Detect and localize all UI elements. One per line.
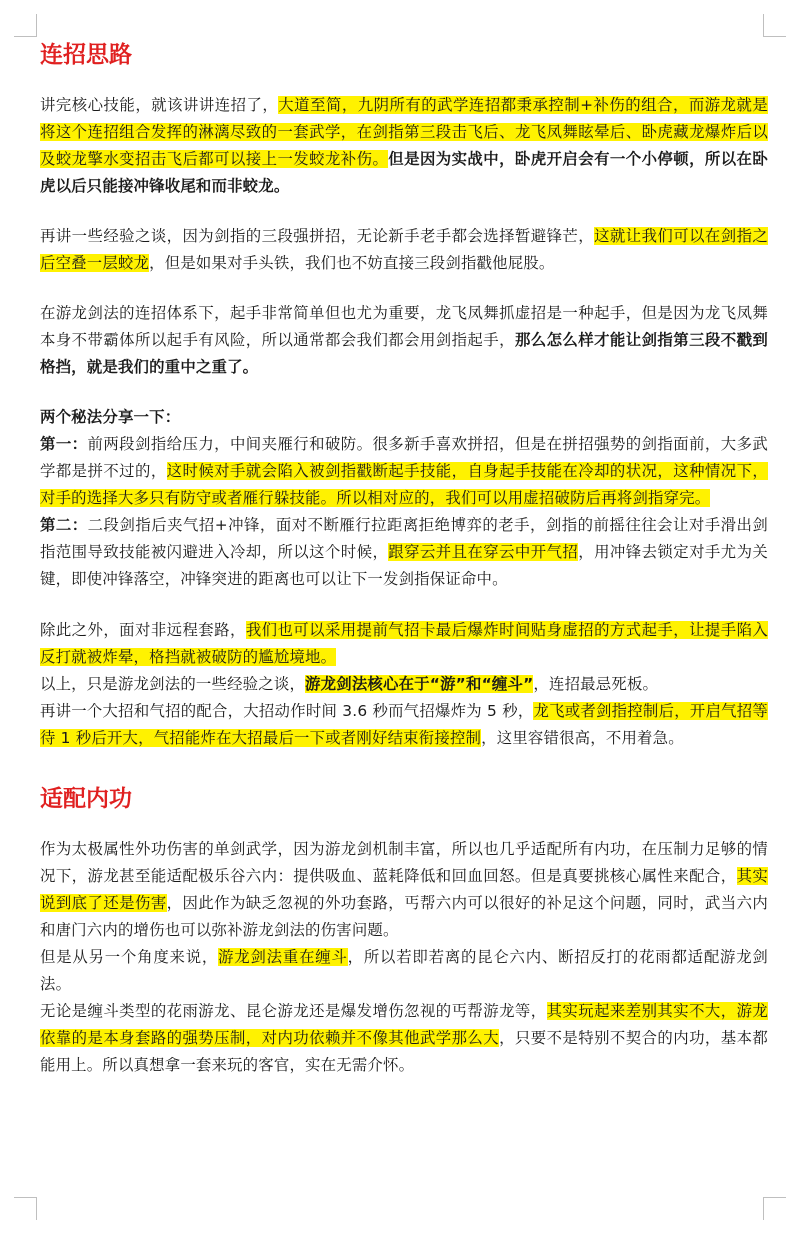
text-run: ，因此作为缺乏忽视的外功套路，丐帮六内可以很好的补足这个问题，同时，武当六内和唐门六内的增伤也可以弥补游龙剑法的伤害问题。 bbox=[40, 894, 768, 939]
highlight-run: 龙飞或者剑指控制后，开启气招等待 1 秒后开大，气招能炸在大招最后一下或者刚好结束衔接控制 bbox=[40, 702, 768, 747]
text-run: 二段剑指后夹气招+冲锋，面对不断雁行拉距离拒绝博弈的老手，剑指的前摇往往会让对手滑出剑指范围导致技能被闪避进入冷却，所以这个时候， bbox=[40, 516, 768, 561]
highlight-run: 这时候对手就会陷入被剑指戳断起手技能，自身起手技能在冷却的状况，这种情况下，对手的选择大多只有防守或者雁行躲技能。所以相对应的，我们可以用虚招破防后再将剑指穿完。 bbox=[40, 462, 768, 507]
section-title-combos: 连招思路 bbox=[40, 42, 132, 68]
text-run: ，只要不是特别不契合的内功，基本都能用上。所以真想拿一套来玩的客官，实在无需介怀。 bbox=[40, 1029, 768, 1074]
highlight-run: 大道至简，九阴所有的武学连招都秉承控制+补伤的组合，而游龙就是将这个连招组合发挥的淋漓尽致的一套武学，在剑指第三段击飞后、龙飞凤舞眩晕后、卧虎藏龙爆炸后以及蛟龙擎水变招击飞后都可以接上一发蛟龙补伤。 bbox=[40, 96, 768, 168]
bold-run: 两个秘法分享一下： bbox=[40, 408, 181, 426]
paragraph-non-ranged bbox=[40, 617, 768, 671]
paragraph-summary bbox=[40, 671, 768, 698]
paragraph-experience bbox=[40, 223, 768, 277]
bold-run: 但是因为实战中，卧虎开启会有一个小停顿，所以在卧虎以后只能接冲锋收尾和而非蛟龙。 bbox=[40, 150, 768, 195]
crop-mark-top-right bbox=[763, 14, 786, 37]
document-page bbox=[40, 38, 768, 1079]
paragraph-secrets-heading bbox=[40, 404, 768, 431]
crop-mark-bottom-right bbox=[763, 1197, 786, 1220]
text-run: ，连招最忌死板。 bbox=[533, 675, 659, 693]
text-run: 除此之外，面对非远程套路， bbox=[40, 621, 246, 639]
highlight-run: 游龙剑法重在缠斗 bbox=[218, 948, 348, 966]
crop-mark-bottom-left bbox=[14, 1197, 37, 1220]
bold-run: 第一： bbox=[40, 435, 88, 453]
text-run: 再讲一些经验之谈，因为剑指的三段强拼招，无论新手老手都会选择暂避锋芒， bbox=[40, 227, 595, 245]
text-run: ，这里容错很高，不用着急。 bbox=[481, 729, 684, 747]
text-run: 作为太极属性外功伤害的单剑武学，因为游龙剑机制丰富，所以也几乎适配所有内功，在压制力足够的情况下，游龙甚至能适配极乐谷六内：提供吸血、蓝耗降低和回血回怒。但是真要挑核心属性来配合， bbox=[40, 840, 768, 885]
paragraph-opener bbox=[40, 300, 768, 381]
highlight-run: 其实玩起来差别其实不大，游龙依靠的是本身套路的强势压制，对内功依赖并不像其他武学那么大 bbox=[40, 1002, 768, 1047]
paragraph-secret-one bbox=[40, 431, 768, 512]
bold-run: 第二： bbox=[40, 516, 88, 534]
bold-run: 那么怎么样才能让剑指第三段不戳到格挡，就是我们的重中之重了。 bbox=[40, 331, 768, 376]
text-run: 但是从另一个角度来说， bbox=[40, 948, 219, 966]
highlight-run: 游龙剑法核心在于“游”和“缠斗” bbox=[305, 675, 534, 693]
text-run: ，用冲锋去锁定对手尤为关键，即使冲锋落空，冲锋突进的距离也可以让下一发剑指保证命中。 bbox=[40, 543, 768, 588]
highlight-run: 其实说到底了还是伤害 bbox=[40, 867, 768, 912]
paragraph-combo-core bbox=[40, 92, 768, 200]
highlight-run: 我们也可以采用提前气招卡最后爆炸时间贴身虚招的方式起手，让提手陷入反打就被炸晕，格挡就被破防的尴尬境地。 bbox=[40, 621, 768, 666]
text-run: 再讲一个大招和气招的配合，大招动作时间 3.6 秒而气招爆炸为 5 秒， bbox=[40, 702, 534, 720]
text-run: 在游龙剑法的连招体系下，起手非常简单但也尤为重要，龙飞凤舞抓虚招是一种起手，但是因为龙飞凤舞本身不带霸体所以起手有风险，所以通常都会我们都会用剑指起手， bbox=[40, 304, 768, 349]
highlight-run: 跟穿云并且在穿云中开气招 bbox=[388, 543, 579, 561]
text-run: 以上，只是游龙剑法的一些经验之谈， bbox=[40, 675, 306, 693]
text-run: 讲完核心技能，就该讲讲连招了， bbox=[40, 96, 279, 114]
text-run: ，但是如果对手头铁，我们也不妨直接三段剑指戳他屁股。 bbox=[149, 254, 555, 272]
paragraph-secret-two bbox=[40, 512, 768, 593]
text-run: 前两段剑指给压力，中间夹雁行和破防。很多新手喜欢拼招，但是在拼招强势的剑指面前，大多武学都是拼不过的， bbox=[40, 435, 768, 480]
section-title-internal-skills: 适配内功 bbox=[40, 786, 132, 812]
paragraph-ultimate-timing bbox=[40, 698, 768, 752]
paragraph-internal-angle bbox=[40, 944, 768, 998]
paragraph-internal-conclusion bbox=[40, 998, 768, 1079]
highlight-run: 这就让我们可以在剑指之后空叠一层蛟龙 bbox=[40, 227, 768, 272]
paragraph-internal-compat bbox=[40, 836, 768, 944]
text-run: ，所以若即若离的昆仑六内、断招反打的花雨都适配游龙剑法。 bbox=[40, 948, 769, 993]
crop-mark-top-left bbox=[14, 14, 37, 37]
text-run: 无论是缠斗类型的花雨游龙、昆仑游龙还是爆发增伤忽视的丐帮游龙等， bbox=[40, 1002, 547, 1020]
